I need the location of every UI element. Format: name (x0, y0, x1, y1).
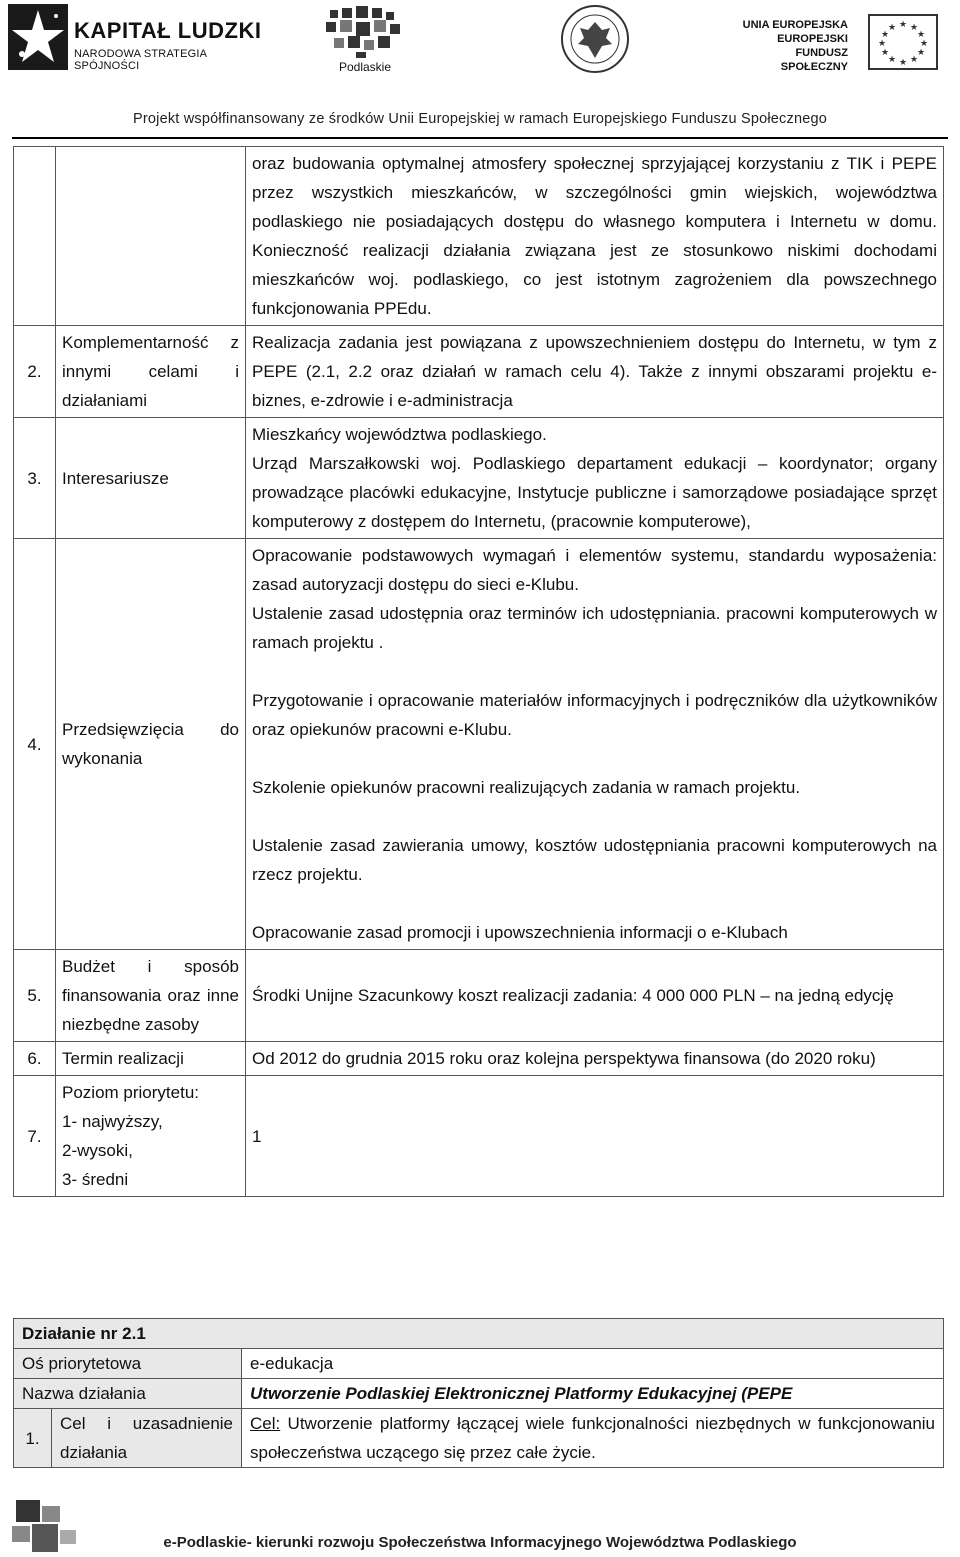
justification-continuation: oraz budowania optymalnej atmosfery społecznej sprzyjającej korzystaniu z TIK i PEPE przez wszystkich mieszkańców, w szczególności gmin wiejskich, województwa podlaskiego nie posiadających dostępu do własnego komputera i Internetu w domu. Konieczność realizacji działania związana jest ze stosunkowo niskimi dochodami mieszkańców woj. podlaskiego, co jest istotnym zagrożeniem dla powszechnego funkcjonowania PPEdu. (246, 147, 944, 326)
eu-flag-icon (868, 14, 938, 70)
svg-text:★: ★ (887, 55, 897, 65)
priority-label-cell (56, 1076, 246, 1197)
row-number: 4. (14, 539, 56, 950)
podlaskie-mosaic-icon (320, 6, 410, 58)
cofinancing-note: Projekt współfinansowany ze środków Unii Europejskiej w ramach Europejskiego Funduszu Społecznego (133, 111, 827, 127)
eu-logo-line: FUNDUSZ SPOŁECZNY (780, 47, 848, 73)
row-number: 5. (14, 950, 56, 1042)
svg-text:★: ★ (916, 48, 926, 58)
kapital-ludzki-logo (8, 4, 268, 74)
eu-logo-line: UNIA EUROPEJSKA (742, 19, 848, 31)
priority-label-line: 3- średni (62, 1170, 129, 1189)
row-label: Przedsięwzięcia do wykonania (56, 539, 246, 950)
svg-text:★: ★ (919, 39, 929, 49)
goal-prefix: Cel: (250, 1414, 281, 1433)
project-details-table (13, 146, 944, 1197)
row-number: 6. (14, 1042, 56, 1076)
svg-text:★: ★ (898, 58, 908, 68)
svg-text:★: ★ (898, 20, 908, 30)
kapital-ludzki-star-icon (8, 4, 68, 70)
table-row (14, 1319, 944, 1349)
table-row (14, 1349, 944, 1379)
table-row (14, 326, 944, 418)
table-row (14, 418, 944, 539)
priority-label-line: 1- najwyższy, (62, 1112, 163, 1131)
action-paragraph: Szkolenie opiekunów pracowni realizujących zadania w ramach projektu. (252, 778, 801, 797)
table-row (14, 539, 944, 950)
eu-logo-line: EUROPEJSKI (777, 33, 848, 45)
svg-text:★: ★ (887, 23, 897, 33)
row-number-cell (14, 147, 56, 326)
row-label: Interesariusze (56, 418, 246, 539)
action-paragraph: Przygotowanie i opracowanie materiałów informacyjnych i podręczników dla użytkowników oraz opiekunów pracowni e-Klubu. (252, 691, 937, 739)
table-row (14, 950, 944, 1042)
table-row (14, 1042, 944, 1076)
row-number: 1. (14, 1409, 52, 1468)
priority-label-line: 2-wysoki, (62, 1141, 133, 1160)
name-value: Utworzenie Podlaskiej Elektronicznej Platformy Edukacyjnej (PEPE (242, 1379, 944, 1409)
kapital-ludzki-subtitle: NARODOWA STRATEGIA SPÓJNOŚCI (74, 48, 207, 72)
goal-text: Utworzenie platformy łączącej wiele funkcjonalności niezbędnych w funkcjonowaniu społeczeństwa uczącego się przez całe życie. (250, 1414, 936, 1462)
stakeholders-paragraph: Mieszkańcy województwa podlaskiego. (252, 425, 547, 444)
podlaskie-logo (320, 6, 410, 76)
row-number: 2. (14, 326, 56, 418)
actions-cell (246, 539, 944, 950)
action-title: Działanie nr 2.1 (14, 1319, 944, 1349)
goal-cell (242, 1409, 944, 1468)
action-paragraph: Opracowanie zasad promocji i upowszechnienia informacji o e-Klubach (252, 923, 788, 942)
row-label: Komplementarność z innymi celami i działaniami (56, 326, 246, 418)
action-2-1-table (13, 1318, 944, 1468)
row-number: 7. (14, 1076, 56, 1197)
name-label: Nazwa działania (14, 1379, 242, 1409)
action-paragraph: Opracowanie podstawowych wymagań i elementów systemu, standardu wyposażenia: zasad autoryzacji dostępu do sieci e-Klubu. (252, 546, 937, 594)
axis-label: Oś priorytetowa (14, 1349, 242, 1379)
row-number: 3. (14, 418, 56, 539)
stakeholders-cell (246, 418, 944, 539)
goal-label: Cel i uzasadnienie działania (52, 1409, 242, 1468)
kapital-ludzki-title: KAPITAŁ LUDZKI (74, 18, 262, 43)
table-row (14, 1379, 944, 1409)
row-label: Budżet i sposób finansowania oraz inne niezbędne zasoby (56, 950, 246, 1042)
priority-value: 1 (246, 1076, 944, 1197)
priority-label-line: Poziom priorytetu: (62, 1083, 199, 1102)
svg-text:★: ★ (916, 30, 926, 40)
table-row (14, 1409, 944, 1468)
timeline-text: Od 2012 do grudnia 2015 roku oraz kolejna perspektywa finansowa (do 2020 roku) (246, 1042, 944, 1076)
svg-text:★: ★ (909, 23, 919, 33)
stakeholders-paragraph: Urząd Marszałkowski woj. Podlaskiego departament edukacji – koordynator; organy prowadzące placówki edukacyjne, Instytucje publiczne i samorządowe posiadające sprzęt komputerowy z dostępem do Internetu, (pracownie komputerowe), (252, 454, 937, 531)
podlaskie-name: Podlaskie (338, 60, 392, 74)
row-label-cell (56, 147, 246, 326)
svg-text:★: ★ (909, 55, 919, 65)
budget-text: Środki Unijne Szacunkowy koszt realizacji zadania: 4 000 000 PLN – na jedną edycję (246, 950, 944, 1042)
footer-title: e-Podlaskie- kierunki rozwoju Społeczeństwa Informacyjnego Województwa Podlaskiego (163, 1534, 797, 1551)
svg-text:★: ★ (877, 39, 887, 49)
regional-seal-icon (560, 4, 630, 74)
row-label: Termin realizacji (56, 1042, 246, 1076)
action-paragraph: Ustalenie zasad zawierania umowy, kosztów udostępniania pracowni komputerowych na rzecz projektu. (252, 836, 937, 884)
svg-text:★: ★ (880, 48, 890, 58)
table-row (14, 147, 944, 326)
complementarity-text: Realizacja zadania jest powiązana z upowszechnieniem dostępu do Internetu, w tym z PEPE (2.1, 2.2 oraz działań w ramach celu 4). Także z innymi obszarami projektu e-biznes, e-zdrowie i e-administracja (246, 326, 944, 418)
eu-logo (740, 14, 940, 74)
svg-text:★: ★ (880, 30, 890, 40)
table-row (14, 1076, 944, 1197)
axis-value: e-edukacja (242, 1349, 944, 1379)
eu-logo-text (740, 18, 848, 74)
action-paragraph: Ustalenie zasad udostępnia oraz terminów ich udostępniania. pracowni komputerowych w ramach projektu . (252, 604, 937, 652)
header-divider (12, 137, 948, 139)
